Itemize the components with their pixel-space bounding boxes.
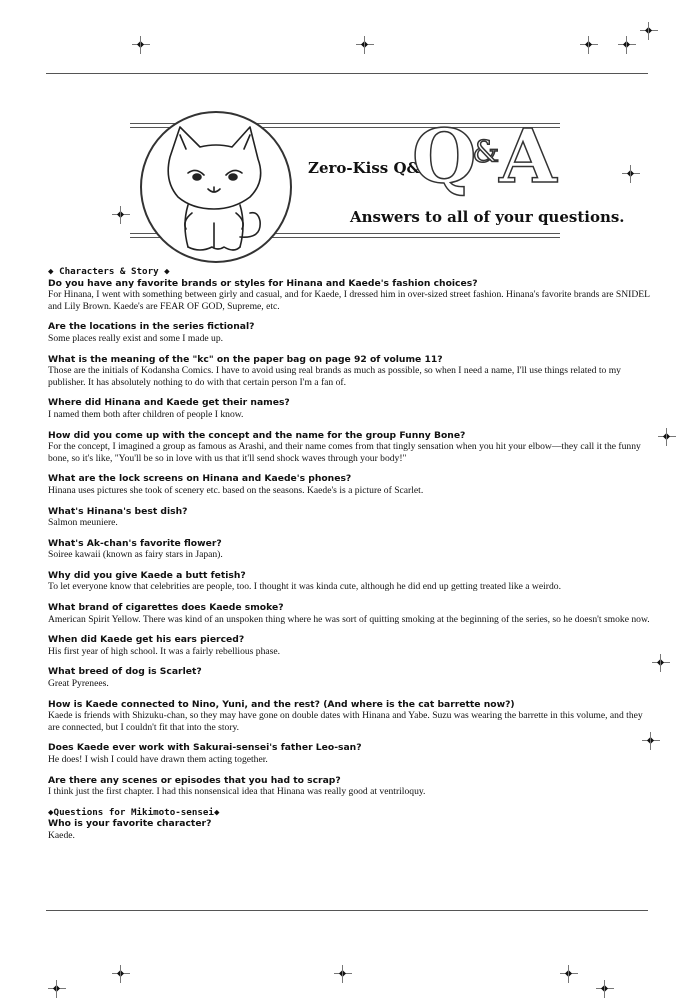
crop-mark xyxy=(334,965,352,983)
top-rule xyxy=(46,73,648,74)
answer: I think just the first chapter. I had this nonsensical idea that Hinana was really good at ventriloquy. xyxy=(48,786,426,798)
qa-item xyxy=(48,538,654,561)
question: What brand of cigarettes does Kaede smoke? xyxy=(48,602,284,614)
crop-mark xyxy=(596,980,614,998)
qa-item xyxy=(48,634,654,657)
question: Where did Hinana and Kaede get their names? xyxy=(48,397,290,409)
crop-mark xyxy=(622,165,640,183)
answer: Some places really exist and some I made up. xyxy=(48,332,224,344)
crop-mark xyxy=(112,965,130,983)
qa-item xyxy=(48,602,654,625)
qa-item xyxy=(48,506,654,529)
crop-mark xyxy=(580,36,598,54)
qa-a-letter: A xyxy=(499,114,553,200)
question: Are there any scenes or episodes that you had to scrap? xyxy=(48,774,341,786)
crop-mark xyxy=(618,36,636,54)
answer: For Hinana, I went with something between girly and casual, and for Kaede, I dressed him in over-sized street fashion. Hinana's favorite brands are SNIDEL and Lily Brown. Kaede's are FEAR OF GOD, Supreme, etc. xyxy=(48,289,650,312)
qa-item xyxy=(48,699,654,734)
crop-mark xyxy=(112,206,130,224)
crop-mark xyxy=(658,428,676,446)
qa-ampersand: & xyxy=(472,135,500,170)
answer: Soiree kawaii (known as fairy stars in Japan). xyxy=(48,549,223,561)
section-heading: ◆ Characters & Story ◆ xyxy=(48,266,170,277)
qa-q-letter: Q xyxy=(412,114,473,200)
qa-item xyxy=(48,570,654,593)
answer: His first year of high school. It was a fairly rebellious phase. xyxy=(48,645,281,657)
qa-item xyxy=(48,354,654,389)
qa-content xyxy=(48,266,654,851)
subtitle: Answers to all of your questions. xyxy=(350,208,625,226)
crop-mark xyxy=(640,22,658,40)
qa-item xyxy=(48,397,654,420)
question: Who is your favorite character? xyxy=(48,818,212,830)
question: How did you come up with the concept and the name for the group Funny Bone? xyxy=(48,429,466,441)
question: Do you have any favorite brands or styles for Hinana and Kaede's fashion choices? xyxy=(48,277,478,289)
qa-item xyxy=(48,430,654,465)
answer: To let everyone know that celebrities are people, too. I thought it was kinda cute, although he did end up getting treated like a weirdo. xyxy=(48,581,561,593)
question: What breed of dog is Scarlet? xyxy=(48,666,202,678)
qa-item xyxy=(48,321,654,344)
answer: American Spirit Yellow. There was kind of an unspoken thing where he was sort of quitting smoking at the beginning of the series, so he doesn't smoke now. xyxy=(48,613,650,625)
answer: Kaede. xyxy=(48,829,75,841)
crop-mark xyxy=(132,36,150,54)
answer: For the concept, I imagined a group as famous as Arashi, and their name comes from that tingly sensation when you hit your elbow—they call it the funny bone, so it's like, "You'll be so in love with us that it'll send shock waves through your body!" xyxy=(48,441,641,464)
qa-decorative-logo xyxy=(412,114,553,200)
qa-item xyxy=(48,775,654,798)
question: What's Hinana's best dish? xyxy=(48,505,188,517)
cat-icon xyxy=(142,113,290,261)
qa-item xyxy=(48,818,654,841)
qa-item xyxy=(48,278,654,313)
answer: He does! I wish I could have drawn them acting together. xyxy=(48,754,268,765)
crop-mark xyxy=(652,654,670,672)
question: When did Kaede get his ears pierced? xyxy=(48,634,245,646)
bottom-rule xyxy=(46,910,648,911)
answer: Those are the initials of Kodansha Comics. I have to avoid using real brands as much as possible, so when I need a name, I'll use things related to my publisher. It has absolutely nothing to do with that certain person I'm a fan of. xyxy=(48,365,621,388)
answer: Kaede is friends with Shizuku-chan, so they may have gone on double dates with Hinana and Yabe. Suzu was wearing the barrette in this volume, and they are connected, but I couldn't fit that into the story. xyxy=(48,710,643,733)
question: What is the meaning of the "kc" on the paper bag on page 92 of volume 11? xyxy=(48,353,443,365)
question: What's Ak-chan's favorite flower? xyxy=(48,537,222,549)
answer: Salmon meuniere. xyxy=(48,517,118,529)
question: Why did you give Kaede a butt fetish? xyxy=(48,569,246,581)
question: What are the lock screens on Hinana and Kaede's phones? xyxy=(48,473,352,485)
answer: Great Pyrenees. xyxy=(48,678,109,690)
question: Does Kaede ever work with Sakurai-sensei's father Leo-san? xyxy=(48,742,362,754)
qa-item xyxy=(48,742,654,765)
answer: Hinana uses pictures she took of scenery etc. based on the seasons. Kaede's is a picture of Scarlet. xyxy=(48,484,424,496)
qa-item xyxy=(48,473,654,496)
answer: I named them both after children of people I know. xyxy=(48,408,244,420)
qa-item xyxy=(48,666,654,689)
crop-mark xyxy=(560,965,578,983)
crop-mark xyxy=(356,36,374,54)
crop-mark xyxy=(48,980,66,998)
mascot-cat-illustration xyxy=(140,111,292,263)
question: How is Kaede connected to Nino, Yuni, and the rest? (And where is the cat barrette now?) xyxy=(48,698,515,710)
question: Are the locations in the series fictional? xyxy=(48,321,255,333)
section-heading: ◆Questions for Mikimoto-sensei◆ xyxy=(48,806,220,818)
brand-title: Zero-Kiss Q&A xyxy=(308,159,432,177)
